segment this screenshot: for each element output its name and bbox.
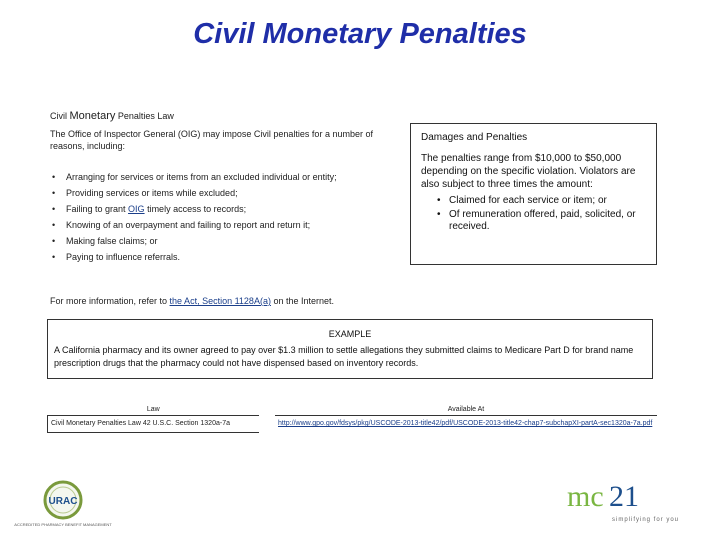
- urac-seal-icon: [14, 478, 112, 538]
- damages-item: • Of remuneration offered, paid, solicited, or received.: [421, 209, 646, 233]
- violation-list: [50, 169, 400, 265]
- law-heading-emphasis: Monetary: [69, 110, 116, 122]
- more-info-text: [50, 296, 334, 306]
- list-item-text: Failing to grant: [66, 204, 129, 214]
- list-item: [50, 217, 400, 233]
- list-item: [50, 201, 400, 217]
- list-item-text: Making false claims; or: [66, 236, 158, 246]
- table-cell-law: Civil Monetary Penalties Law 42 U.S.C. Section 1320a-7a: [48, 416, 260, 433]
- example-label: EXAMPLE: [328, 329, 372, 339]
- list-item: [50, 169, 400, 185]
- table-row: [48, 416, 658, 433]
- damages-penalties-box: [410, 123, 657, 265]
- damages-body: The penalties range from $10,000 to $50,000 depending on the specific violation. Violators are also subject to three times the amount:: [421, 153, 636, 190]
- table-header-available: Available At: [447, 406, 485, 413]
- mc21-tagline: simplifying for you: [612, 517, 680, 523]
- svg-text:21: 21: [609, 480, 639, 513]
- statute-pdf-link[interactable]: http://www.gpo.gov/fdsys/pkg/USCODE-2013-title42/pdf/USCODE-2013-title42-chap7-subchapXI-partA-sec1320a-7a.pdf: [275, 416, 657, 433]
- example-box: [47, 319, 653, 379]
- page-title: Civil Monetary Penalties: [193, 18, 527, 50]
- law-heading-suffix: Penalties Law: [115, 111, 174, 121]
- damages-list: [421, 195, 646, 233]
- list-item-text: Providing services or items while excluded;: [66, 188, 238, 198]
- urac-logo: [14, 478, 112, 538]
- list-item: [50, 233, 400, 249]
- reference-table: [47, 404, 657, 433]
- list-item: [50, 249, 400, 265]
- list-item-text: Arranging for services or items from an excluded individual or entity;: [66, 172, 337, 182]
- law-heading-prefix: Civil: [50, 111, 70, 121]
- damages-item: • Claimed for each service or item; or: [421, 195, 646, 207]
- list-item: [50, 185, 400, 201]
- list-item-text: timely access to records;: [144, 204, 247, 214]
- list-item-text: Knowing of an overpayment and failing to report and return it;: [66, 220, 311, 230]
- intro-text: The Office of Inspector General (OIG) may impose Civil penalties for a number of reasons, including:: [50, 129, 373, 151]
- svg-text:mc: mc: [567, 480, 604, 513]
- example-text: A California pharmacy and its owner agreed to pay over $1.3 million to settle allegations they submitted claims to Medicare Part D for brand name prescription drugs that the pharmacy could not have dispensed based on inventory records.: [54, 345, 634, 368]
- list-item-text: Paying to influence referrals.: [66, 252, 181, 262]
- more-info-pre: For more information, refer to: [50, 296, 170, 306]
- more-info-post: on the Internet.: [270, 296, 334, 306]
- table-header-law: Law: [48, 404, 260, 416]
- law-heading: [50, 110, 174, 122]
- urac-wordmark: URAC: [48, 496, 78, 507]
- act-section-link[interactable]: the Act, Section 1128A(a): [169, 296, 271, 306]
- urac-caption: ACCREDITED PHARMACY BENEFIT MANAGEMENT: [14, 522, 112, 527]
- oig-link[interactable]: OIG: [128, 204, 145, 214]
- damages-title: Damages and Penalties: [421, 132, 528, 143]
